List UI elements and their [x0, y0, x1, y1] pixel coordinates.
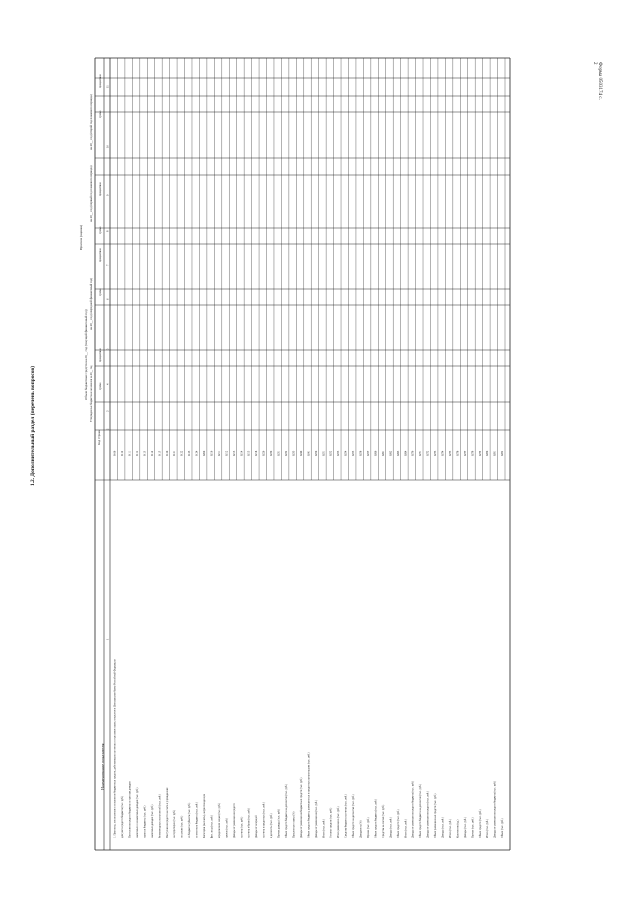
row-label: налоговых и неналоговых доходов (тыс. руб.) [135, 787, 139, 838]
row-code: 0111 [128, 451, 132, 456]
row-label: Прочие (тыс. руб.) [471, 817, 475, 838]
row-label: Поступления средств бюджета по группам доходов [128, 781, 132, 838]
row-label: Доходы (тыс. руб.) [389, 817, 393, 838]
row-code: 0232 [285, 450, 289, 456]
header-sum: сумма [99, 382, 102, 390]
row-code: 0213 [232, 450, 236, 456]
row-code: 0273 [434, 450, 438, 456]
row-code: 0124 [195, 450, 199, 456]
header-name: Наименование показателя [100, 743, 105, 790]
row-code: 0230 [270, 450, 274, 456]
row-code: 0220 [262, 450, 266, 456]
row-code: 0277 [463, 450, 467, 456]
row-code: 0120 [165, 450, 169, 456]
row-label: прочие (тыс. руб.) [225, 818, 229, 838]
row-label: Итого (тыс. руб.) [486, 819, 490, 838]
row-code: 0241 [307, 450, 311, 456]
row-code: 0211 [217, 450, 221, 456]
header-percent: процентное [99, 182, 102, 196]
row-code: 0280 [486, 450, 490, 456]
row-label: Итого (тыс. руб.) [404, 819, 408, 838]
row-code: 0262 [389, 450, 393, 456]
row-label: на счета в кредитных (тыс. руб.) [262, 802, 266, 838]
row-label: на счета (тыс. руб.) [240, 816, 244, 838]
row-code: 0215 [247, 450, 251, 456]
row-code: 0270 [411, 450, 415, 456]
column-number: 9 [106, 194, 110, 196]
row-code: 0255 [352, 450, 356, 456]
row-label: налоговых доходов (тыс. руб.) [150, 804, 154, 838]
row-label: Поступления средств на счета в учреждениях [165, 787, 169, 838]
row-label: Объем средств бюджета, размещенных в кредитных организациях (тыс. руб.) [307, 752, 311, 838]
row-code: 0271 [419, 450, 423, 456]
row-code: 0282 [501, 450, 505, 456]
row-code: 0264 [404, 450, 408, 456]
row-label: по ценам (тыс. руб.) [180, 815, 184, 838]
row-label: безвозмездных поступлений (тыс. руб.) [158, 794, 162, 838]
row-code: 0250 [314, 450, 318, 456]
header-percent: процентное [99, 348, 102, 362]
table-header [79, 73, 110, 790]
row-label: Доходы от размещения средств (тыс. руб.) [426, 791, 430, 838]
row-label: Доходы от размещения (тыс. руб.) [314, 800, 318, 838]
column-number: 2 [106, 428, 110, 430]
row-label: Объем средств (тыс. руб.) [478, 809, 482, 838]
header-planning: Прогноз (оценка) [79, 224, 83, 250]
row-label: Средства на счетах (тыс. руб.) [381, 804, 385, 838]
row-code: 0240 [299, 450, 303, 456]
header-percent: процентное [99, 248, 102, 262]
row-label: физ. лица (тыс. руб.) [210, 815, 214, 838]
row-code: 0233 [292, 450, 296, 456]
header-next-year: на 20__ год (очередной финансовый год) [89, 277, 93, 330]
page-title: 1.2. Дополнительный раздел (перечень вопросов) [30, 365, 36, 486]
row-label: Доходы от размещения средств [232, 803, 236, 838]
column-number: 11 [106, 85, 110, 88]
row-code: 0254 [344, 450, 348, 456]
column-number: 10 [106, 145, 110, 148]
row-label: Итого (тыс. руб.) [322, 819, 326, 838]
column-number: 3 [106, 410, 110, 412]
row-code: 0123 [188, 450, 192, 456]
row-codes [114, 450, 505, 456]
row-label: Категория (выплаты), корреспонденция [203, 794, 207, 838]
row-code: 0260 [374, 450, 378, 456]
row-label: Количество (ед.) [456, 819, 460, 838]
row-label: Доходы от размещения средств бюджета (тыс. руб.) [493, 780, 497, 838]
row-label: 1. Прогнозы, поступления и исполнение бюджетных средств, действующих на счетах и в кассовом плане, открытом в Центральном банке Российской Федерации [113, 659, 117, 838]
row-label: Объем средств бюджета на депозитах (тыс. руб.) [419, 784, 423, 838]
row-code: 0231 [277, 450, 281, 456]
row-code: 0256 [359, 450, 363, 456]
row-label: Остатки средств (тыс. руб.) [329, 807, 333, 838]
row-label: Доходы (тыс. руб.) [441, 817, 445, 838]
column-number: 6 [106, 298, 110, 300]
row-label: Объем средств на депозитах (тыс. руб.) [352, 794, 356, 838]
row-code: 0272 [426, 450, 430, 456]
row-code: 0113 [143, 450, 147, 456]
row-code: 0274 [441, 450, 445, 456]
row-code: 0115 [158, 450, 162, 456]
column-number: 7 [106, 264, 110, 266]
row-code: 0212 [225, 450, 229, 456]
row-label: Прочие доходы (тыс. руб.) [277, 808, 281, 838]
header-code: Код строки [97, 429, 101, 445]
row-code: 0252 [329, 450, 333, 456]
row-label: из бюджета субъекта (тыс. руб.) [188, 802, 192, 838]
row-code: 0279 [478, 450, 482, 456]
row-label: Объем средств (тыс. руб.) [396, 809, 400, 838]
row-code: 0275 [448, 450, 452, 456]
header-sum: сумма [99, 110, 102, 118]
row-label: Итого размещено (тыс. руб.) [337, 806, 341, 838]
row-code: 0110 [121, 450, 125, 456]
row-code: 0263 [396, 450, 400, 456]
row-label: Доходы от операций [255, 815, 259, 838]
row-code: 0253 [337, 450, 341, 456]
header-plan2: на 20__ год (второй год планового периода) [89, 94, 93, 150]
row-label: Доходы от размещения средств бюджета (тыс. руб.) [411, 780, 415, 838]
row-code: 0214 [240, 450, 244, 456]
header-sum: сумма [99, 288, 102, 296]
form-code: Форма 0503174 с. 2 [592, 62, 602, 100]
row-label: Объем средств бюджета (тыс. руб.) [374, 799, 378, 838]
header-sum: сумма [99, 226, 102, 234]
row-code: 0100 [113, 450, 117, 456]
row-label: Доходность (%) [359, 820, 363, 838]
row-label: Средства бюджета на счетах (тыс. руб.) [344, 794, 348, 838]
row-code: 0261 [381, 450, 385, 456]
header-current-year: Объем бюджетных средств на 20__ год (текущий финансовый год) [84, 309, 88, 400]
row-label: из местного бюджета (тыс. руб.) [195, 802, 199, 838]
column-number: 8 [106, 230, 110, 232]
row-code: 0114 [150, 450, 154, 456]
row-label: Объем средств бюджета на депозитах (тыс. руб.) [285, 784, 289, 838]
row-label: Процентные ставки (%) [292, 811, 296, 838]
row-label: Объем (тыс. руб.) [501, 818, 505, 838]
row-code: 0278 [471, 450, 475, 456]
row-code: 0200 [203, 450, 207, 456]
column-number: 5 [106, 348, 110, 350]
row-label: Доходы (тыс. руб.) [463, 817, 467, 838]
row-code: 0216 [255, 450, 259, 456]
row-code: 0257 [366, 450, 370, 456]
row-code: 0121 [173, 450, 177, 456]
row-label: Итого (тыс. руб.) [448, 819, 452, 838]
row-label: Прочие (тыс. руб.) [366, 817, 370, 838]
row-code: 0122 [180, 450, 184, 456]
row-labels [114, 659, 505, 838]
row-code: 0251 [322, 450, 326, 456]
row-label: Доходы от размещения бюджетных средств (тыс. руб.) [299, 777, 303, 838]
row-label: налога в бюджеты (тыс. руб.) [143, 805, 147, 838]
row-code: 0112 [135, 450, 139, 456]
row-label: Объем размещенных средств (тыс. руб.) [434, 793, 438, 838]
row-label: на территории (тыс. руб.) [173, 809, 177, 838]
row-label: на счета в банке (тыс. руб.) [247, 808, 251, 838]
column-number: 1 [106, 638, 110, 640]
row-code: 0281 [493, 450, 497, 456]
column-number: 4 [106, 383, 110, 385]
header-percent: процентное [99, 74, 102, 88]
header-plan1: на 20__ год (первый год планового периода) [89, 165, 93, 222]
row-label: для учета средств бюджета (тыс. руб.) [121, 795, 125, 838]
row-label: юридическим лицам (тыс. руб.) [217, 803, 221, 838]
row-code: 0210 [210, 450, 214, 456]
row-label: в депозиты (тыс. руб.) [270, 813, 274, 838]
header-approved: Утвержденные бюджетные назначения на 20__ год [90, 365, 93, 422]
row-code: 0276 [456, 450, 460, 456]
